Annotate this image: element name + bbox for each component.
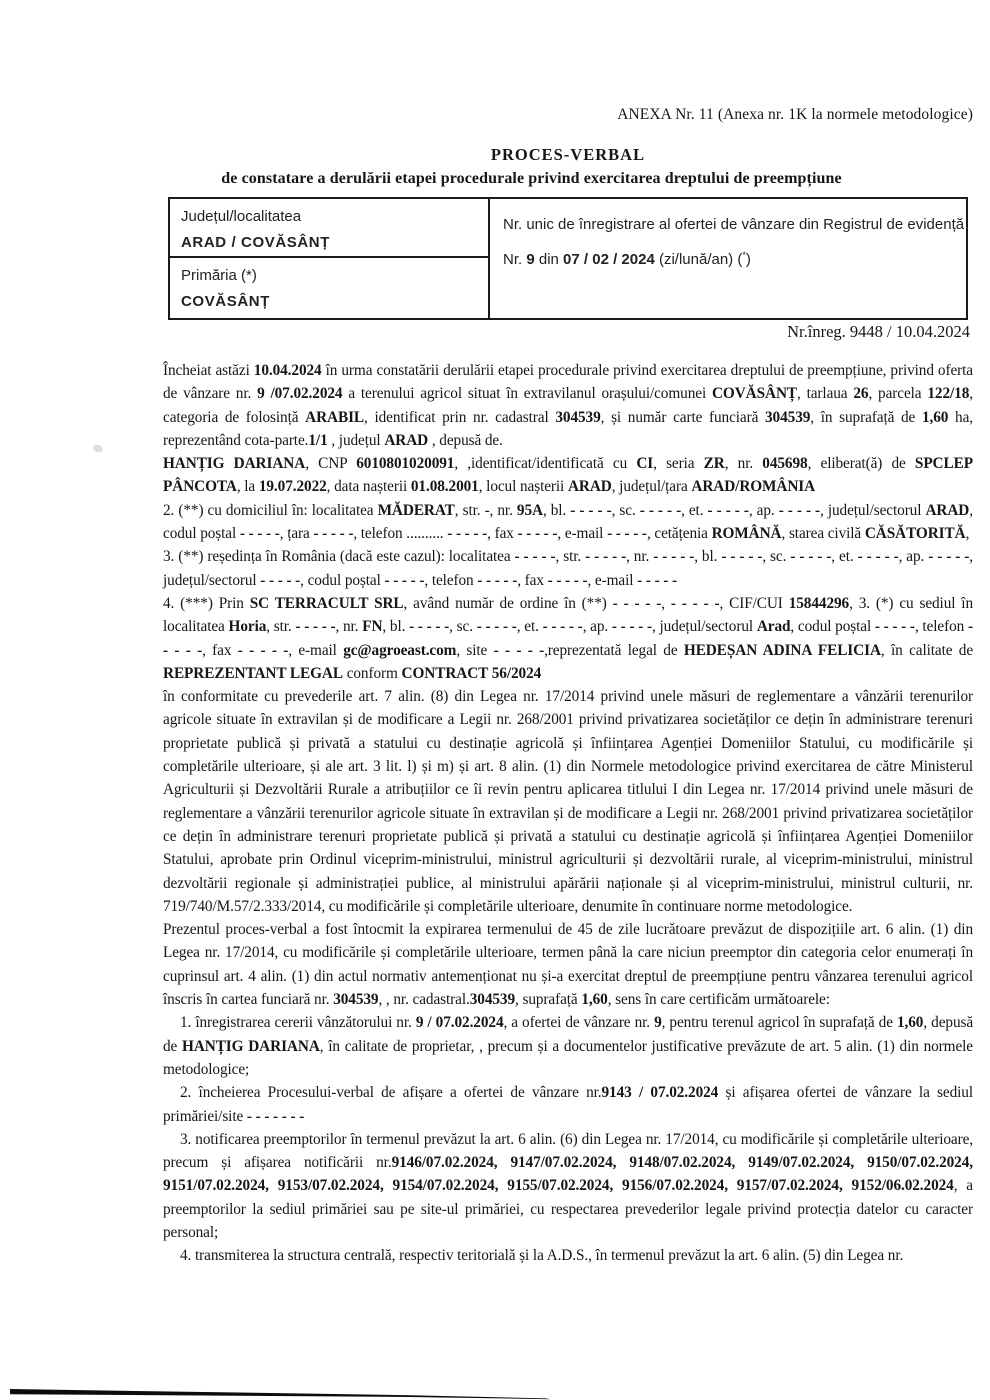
paragraph: 3. notificarea preemptorilor în termenul prevăzut la art. 6 alin. (6) din Legea nr. 17/2014, cu modificările și completările ulterioare, precum și afișarea notificării nr.9146/07.02.2024, 9147/07.02.2024, 9148/07.02.2024, 9149/07.02.2024, 9150/07.02.2024, 9151/07.02.2024, 9153/07.02.2024, 9154/07.02.2024, 9155/07.02.2024, 9156/07.02.2024, 9157/07.02.2024, 9152/06.02.2024, a preemptorilor la sediul primăriei sau pe site-ul primăriei, cu respectarea prevederilor legale privind protecția datelor cu caracter personal; <box>163 1130 974 1241</box>
nr-unic-label: Nr. unic de înregistrare al ofertei de vânzare din Registrul de evidență <box>503 216 965 233</box>
table-cell-nr-unic <box>490 199 966 318</box>
document-body <box>163 359 973 1268</box>
paragraph: HANȚIG DARIANA, CNP 6010801020091, ,identificat/identificată cu CI, seria ZR, nr. 045698, eliberat(ă) de SPCLEP PÂNCOTA, la 19.07.2022, data nașterii 01.08.2001, locul nașterii ARAD, județul/țara ARAD/ROMÂNIA <box>163 455 973 496</box>
registration-table <box>168 197 968 320</box>
scan-artifact-line <box>10 1387 555 1400</box>
nr-unic-value: Nr. 9 din 07 / 02 / 2024 (zi/lună/an) (*) <box>503 249 751 268</box>
page-title: PROCES-VERBAL <box>490 145 646 164</box>
paragraph: Încheiat astăzi 10.04.2024 în urma constatării derulării etapei procedurale privind exercitarea dreptului de preempțiune, privind oferta de vânzare nr. 9 /07.02.2024 a terenului agricol situat în extravilanul orașului/comunei COVĂSÂNȚ, tarlaua 26, parcela 122/18, categoria de folosință ARABIL, identificat prin nr. cadastral 304539, și număr carte funciară 304539, în suprafață de 1,60 ha, reprezentând cota-parte.1/1 , județul ARAD , depusă de. <box>163 362 973 449</box>
paragraph: 3. (**) reședința în România (dacă este cazul): localitatea - - - - -, str. - - - - -, nr. - - - - -, bl. - - - - -, sc. - - - - -, et. - - - - -, ap. - - - - -, județul/sectorul - - - - -, codul poștal - - - - -, telefon - - - - -, fax - - - - -, e-mail - - - - - <box>163 548 973 589</box>
anexa-note: ANEXA Nr. 11 (Anexa nr. 1K la normele metodologice) <box>617 106 973 123</box>
table-cell-judet <box>170 199 488 258</box>
paragraph: 4. (***) Prin SC TERRACULT SRL, având număr de ordine în (**) - - - - -, - - - - -, CIF/CUI 15844296, 3. (*) cu sediul în localitatea Horia, str. - - - - -, nr. FN, bl. - - - - -, sc. - - - - -, et. - - - - -, ap. - - - - -, județul/sectorul Arad, codul poștal - - - - -, telefon - - - - -, fax - - - - -, e-mail gc@agroeast.com, site - - - - -,reprezentată legal de HEDEȘAN ADINA FELICIA, în calitate de REPREZENTANT LEGAL conform CONTRACT 56/2024 <box>163 594 974 682</box>
paragraph: 2. (**) cu domiciliul în: localitatea MĂDERAT, str. -, nr. 95A, bl. - - - - -, sc. - - - - -, et. - - - - -, ap. - - - - -, județul/sectorul ARAD, codul poștal - - - - -, țara - - - - -, telefon .......... - - - - -, fax - - - - -, e-mail - - - - -, cetățenia ROMÂNĂ, starea civilă CĂSĂTORITĂ, <box>163 501 973 543</box>
registration-number: Nr.înreg. 9448 / 10.04.2024 <box>787 322 970 341</box>
table-left-column <box>170 199 490 318</box>
paragraph: Prezentul proces-verbal a fost întocmit la expirarea termenului de 45 de zile lucrătoare prevăzut de dispozițiile art. 6 alin. (1) din Legea nr. 17/2014, cu modificările și completările ulterioare, termen până la care niciun preemptor din categoria celor enumerați în cuprinsul art. 4 alin. (1) din actul normativ antemenționat nu și-a exercitat dreptul de preempțiune pentru vânzarea terenului agricol înscris în cartea funciară nr. 304539, , nr. cadastral.304539, suprafață 1,60, sens în care certificăm următoarele: <box>163 921 973 1009</box>
paragraph: în conformitate cu prevederile art. 7 alin. (8) din Legea nr. 17/2014 privind unele măsuri de reglementare a vânzării terenurilor agricole situate în extravilan și de modificare a Legii nr. 268/2001 privind privatizarea societăților ce dețin în administrare terenuri proprietate publică și privată a statului cu destinație agricolă și înființarea Agenției Domeniilor Statului, cu modificările și completările ulterioare, și ale art. 3 lit. l) și m) și art. 8 alin. (1) din Normele metodologice privind exercitarea de către Ministerul Agriculturii și Dezvoltării Rurale a atribuțiilor ce îi revin pentru aplicarea titlului I din Legea nr. 17/2014 privind unele măsuri de reglementare a vânzării terenurilor agricole situate în extravilan și de modificare a Legii nr. 268/2001 privind privatizarea societăților ce dețin în administrare terenuri proprietate publică și privată a statului cu destinație agricolă și înființarea Agenției Domeniilor Statului, aprobate prin Ordinul viceprim-ministrului, ministrul agriculturii și dezvoltării rurale, al viceprim-ministrului, ministrul dezvoltării regionale și administrației publice, al ministrului apărării naționale și al viceprim-ministrului, ministrul culturii, nr. 719/740/M.57/2.333/2014, cu modificările și completările ulterioare, denumite în continuare norme metodologice. <box>163 688 973 915</box>
primaria-value: COVĂSÂNȚ <box>181 293 270 310</box>
paragraph: 2. încheierea Procesului-verbal de afișare a ofertei de vânzare nr.9143 / 07.02.2024 și afișarea ofertei de vânzare la sediul primăriei/site - - - - - - - <box>163 1084 973 1125</box>
paragraph: 1. înregistrarea cererii vânzătorului nr. 9 / 07.02.2024, a ofertei de vânzare nr. 9, pentru terenul agricol în suprafață de 1,60, depusă de HANȚIG DARIANA, în calitate de proprietar, , precum și a documentelor justificative prevăzute de art. 5 alin. (1) din normele metodologice; <box>163 1014 974 1078</box>
page-subtitle: de constatare a derulării etapei procedurale privind exercitarea dreptului de preempțiune <box>221 170 842 187</box>
table-cell-primaria <box>170 258 488 318</box>
paragraph: 4. transmiterea la structura centrală, respectiv teritorială și la A.D.S., în termenul prevăzut la art. 6 alin. (5) din Legea nr. <box>180 1247 904 1265</box>
scan-smudge-artifact <box>92 444 104 454</box>
primaria-label: Primăria (*) <box>181 267 257 284</box>
judet-value: ARAD / COVĂSÂNȚ <box>181 234 331 251</box>
judet-label: Județul/localitatea <box>181 208 302 225</box>
